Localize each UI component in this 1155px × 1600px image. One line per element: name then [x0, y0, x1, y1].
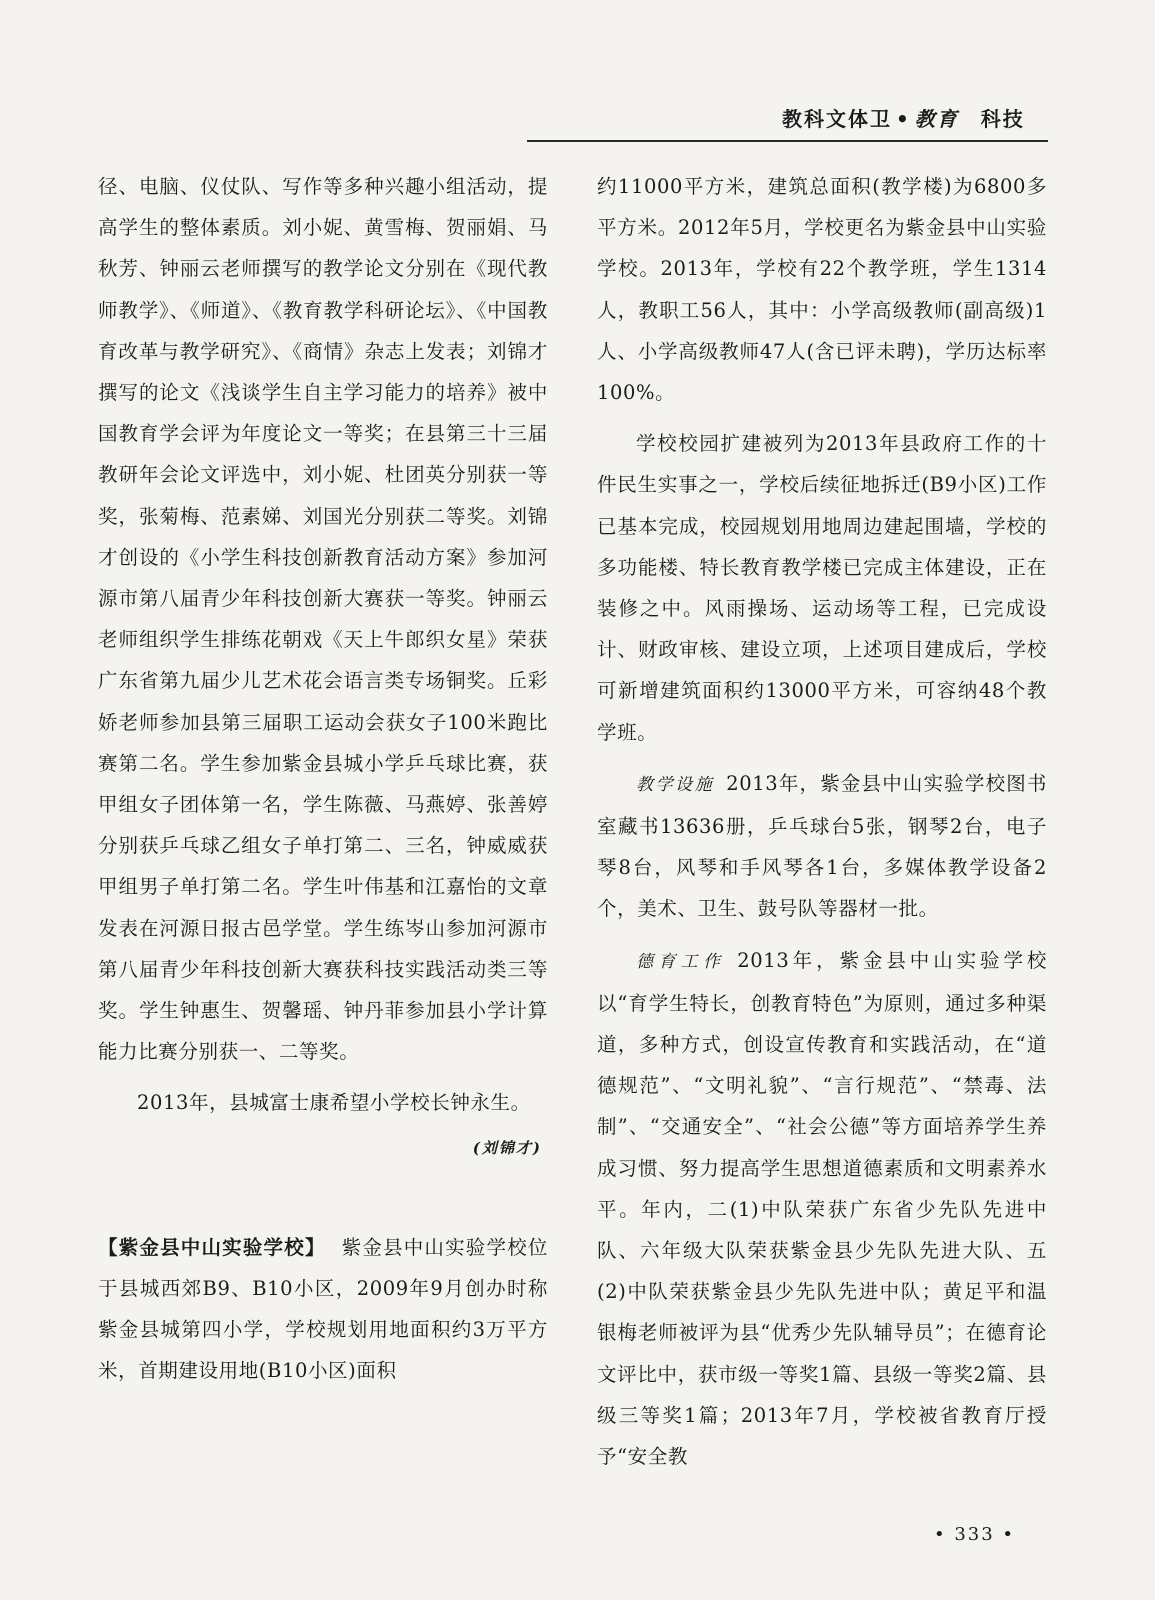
school-entry-title: 【紫金县中山实验学校】: [98, 1235, 326, 1259]
page-number: • 333 •: [934, 1524, 1016, 1545]
right-column: [597, 166, 1047, 1477]
header-category: 教科文体卫: [782, 107, 892, 131]
author-signature: (刘锦才): [472, 1138, 542, 1157]
school-entry: [98, 1227, 548, 1392]
right-paragraph-2: 学校校园扩建被列为2013年县政府工作的十件民生实事之一，学校后续征地拆迁(B9小区)工作已基本完成，校园规划用地周边建起围墙，学校的多功能楼、特长教育教学楼已完成主体建设，正在装修之中。风雨操场、运动场等工程，已完成设计、财政审核、建设立项，上述项目建成后，学校可新增建筑面积约13000平方米，可容纳48个教学班。: [597, 432, 1047, 744]
moral-education-heading: 德育工作: [636, 951, 726, 972]
header-section: 教育: [914, 107, 959, 131]
right-paragraph-1: 约11000平方米，建筑总面积(教学楼)为6800多平方米。2012年5月，学校更名为紫金县中山实验学校。2013年，学校有22个教学班，学生1314人，教职工56人，其中：小学高级教师(副高级)1人、小学高级教师47人(含已评未聘)，学历达标率100%。: [597, 175, 1047, 405]
running-header: [0, 0, 1155, 150]
header-separator: •: [896, 107, 911, 131]
left-paragraph-1: 径、电脑、仪仗队、写作等多种兴趣小组活动，提高学生的整体素质。刘小妮、黄雪梅、贺丽娟、马秋芳、钟丽云老师撰写的教学论文分别在《现代教师教学》、《师道》、《教育教学科研论坛》、《中国教育改革与教学研究》、《商情》杂志上发表；刘锦才撰写的论文《浅谈学生自主学习能力的培养》被中国教育学会评为年度论文一等奖；在县第三十三届教研年会论文评选中，刘小妮、杜团英分别获一等奖，张菊梅、范素娣、刘国光分别获二等奖。刘锦才创设的《小学生科技创新教育活动方案》参加河源市第八届青少年科技创新大赛获一等奖。钟丽云老师组织学生排练花朝戏《天上牛郎织女星》荣获广东省第九届少儿艺术花会语言类专场铜奖。丘彩娇老师参加县第三届职工运动会获女子100米跑比赛第二名。学生参加紫金县城小学乒乓球比赛，获甲组女子团体第一名，学生陈薇、马燕婷、张善婷分别获乒乓球乙组女子单打第二、三名，钟威威获甲组男子单打第二名。学生叶伟基和江嘉怡的文章发表在河源日报古邑学堂。学生练岑山参加河源市第八届青少年科技创新大赛获科技实践活动类三等奖。学生钟惠生、贺馨瑶、钟丹菲参加县小学计算能力比赛分别获一、二等奖。: [98, 175, 548, 1064]
left-column: [98, 166, 548, 1392]
school-entry-text: 紫金县中山实验学校位于县城西郊B9、B10小区，2009年9月创办时称紫金县城第四小学，学校规划用地面积约3万平方米，首期建设用地(B10小区)面积: [98, 1235, 548, 1383]
header-subsection: 科技: [980, 107, 1025, 131]
facilities-heading: 教学设施: [636, 774, 715, 795]
facilities-paragraph: [597, 763, 1047, 930]
header-rule: [527, 140, 1048, 142]
header-title: [782, 103, 1025, 132]
left-paragraph-2: 2013年，县城富士康希望小学校长钟永生。: [137, 1091, 531, 1115]
moral-education-text: 2013年，紫金县中山实验学校以“育学生特长，创教育特色”为原则，通过多种渠道，多种方式，创设宣传教育和实践活动，在“道德规范”、“文明礼貌”、“言行规范”、“禁毒、法制”、“交通安全”、“社会公德”等方面培养学生养成习惯、努力提高学生思想道德素质和文明素养水平。年内，二(1)中队荣获广东省少先队先进中队、六年级大队荣获紫金县少先队先进大队、五(2)中队荣获紫金县少先队先进中队；黄足平和温银梅老师被评为县“优秀少先队辅导员”；在德育论文评比中，获市级一等奖1篇、县级一等奖2篇、县级三等奖1篇；2013年7月，学校被省教育厅授予“安全教: [597, 948, 1047, 1469]
facilities-text: 2013年，紫金县中山实验学校图书室藏书13636册，乒乓球台5张，钢琴2台，电子琴8台，风琴和手风琴各1台，多媒体教学设备2个，美术、卫生、鼓号队等器材一批。: [597, 771, 1048, 921]
moral-education-paragraph: [597, 940, 1047, 1478]
